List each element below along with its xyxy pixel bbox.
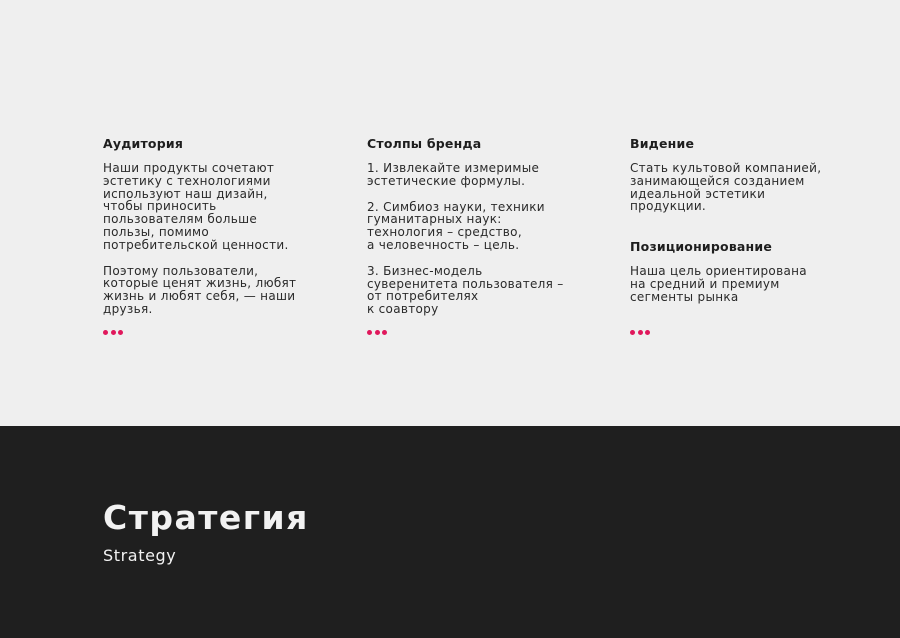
dot-icon <box>375 330 380 335</box>
vision-paragraph: Стать культовой компанией, занимающейся созданием идеальной эстетики продукции. <box>630 161 822 214</box>
dot-icon <box>630 330 635 335</box>
audience-paragraph-2: Поэтому пользователи, которые ценят жизнь, любят жизнь и любят себя, — наши друзья. <box>103 263 297 316</box>
pillars-heading: Столпы бренда <box>367 136 482 151</box>
pillars-paragraph-1: 1. Извлекайте измеримые эстетические формулы. <box>367 161 540 188</box>
pillars-column <box>367 136 617 316</box>
vision-column <box>630 136 880 304</box>
dot-icon <box>382 330 387 335</box>
pillars-paragraph-3: 3. Бизнес-модель суверенитета пользователя – от потребителях к соавтору <box>367 263 564 317</box>
positioning-paragraph: Наша цель ориентирована на средний и премиум сегменты рынка <box>630 264 807 304</box>
dot-icon <box>103 330 108 335</box>
audience-column <box>103 136 353 316</box>
footer-section <box>0 426 900 638</box>
dot-icon <box>638 330 643 335</box>
page-subtitle: Strategy <box>103 546 177 565</box>
page-title: Стратегия <box>103 498 309 537</box>
dot-icon <box>118 330 123 335</box>
dot-icon <box>367 330 372 335</box>
positioning-heading: Позиционирование <box>630 239 773 255</box>
vision-heading: Видение <box>630 136 695 151</box>
audience-heading: Аудитория <box>103 136 184 151</box>
audience-paragraph-1: Наши продукты сочетают эстетику с технологиями используют наш дизайн, чтобы приносить пользователям больше пользы, помимо потребительской ценности. <box>103 161 289 252</box>
dot-icon <box>645 330 650 335</box>
pillars-paragraph-2: 2. Симбиоз науки, техники гуманитарных наук: технология – средство, а человечность – цель. <box>367 199 545 252</box>
pillars-dots-icon <box>367 330 387 335</box>
dot-icon <box>111 330 116 335</box>
audience-dots-icon <box>103 330 123 335</box>
positioning-dots-icon <box>630 330 650 335</box>
